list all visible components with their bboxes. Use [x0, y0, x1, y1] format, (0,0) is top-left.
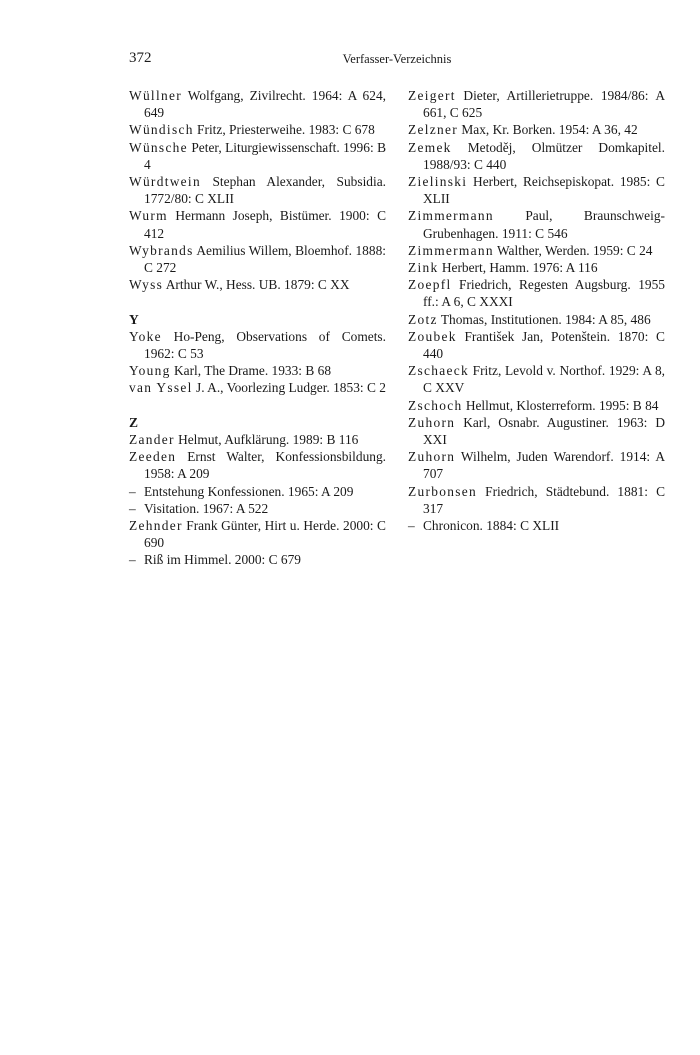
- entry-text: Ernst Walter, Konfessionsbildung. 1958: A 209: [144, 449, 386, 482]
- index-entry: [129, 207, 386, 241]
- entry-text: Walther, Werden. 1959: C 24: [493, 242, 653, 258]
- entry-text: Fritz, Priesterweihe. 1983: C 678: [193, 122, 375, 138]
- author-name: Zschaeck: [408, 363, 469, 379]
- author-name: Wünsche: [129, 139, 188, 155]
- entry-text: Stephan Alexander, Subsidia. 1772/80: C XLII: [144, 174, 386, 207]
- repeat-dash: –: [129, 483, 136, 499]
- author-name: Zuhorn: [408, 414, 456, 430]
- author-name: Zander: [129, 432, 175, 448]
- repeat-dash: –: [408, 518, 415, 534]
- author-name: Wurm: [129, 208, 168, 224]
- entry-text: Paul, Braunschweig-Grubenhagen. 1911: C 546: [423, 208, 665, 241]
- author-name: Wündisch: [129, 122, 194, 138]
- left-column: [129, 87, 386, 569]
- index-entry: [408, 483, 665, 517]
- entry-text: Wilhelm, Juden Warendorf. 1914: A 707: [423, 449, 665, 482]
- entry-text: Herbert, Hamm. 1976: A 116: [438, 260, 598, 276]
- author-name: Young: [129, 363, 171, 379]
- author-name: Wüllner: [129, 88, 182, 103]
- entry-text: Wolfgang, Zivilrecht. 1964: A 624, 649: [144, 88, 386, 121]
- author-name: Zoepfl: [408, 277, 452, 293]
- author-name: Zink: [408, 260, 439, 276]
- index-entry: [408, 276, 665, 310]
- index-entry: [408, 362, 665, 396]
- entry-text: Arthur W., Hess. UB. 1879: C XX: [163, 277, 350, 293]
- index-entry: [408, 397, 665, 414]
- author-name: van Yssel: [129, 380, 193, 396]
- index-entry: [408, 259, 665, 276]
- index-entry: [408, 87, 665, 121]
- index-entry: [408, 242, 665, 259]
- author-name: Zoubek: [408, 328, 457, 344]
- author-name: Zeigert: [408, 88, 456, 103]
- author-name: Zschoch: [408, 397, 463, 413]
- author-name: Wybrands: [129, 242, 194, 258]
- index-entry: [129, 379, 386, 396]
- entry-text: Ho-Peng, Observations of Comets. 1962: C 53: [144, 328, 386, 362]
- entry-text: Max, Kr. Borken. 1954: A 36, 42: [458, 122, 638, 138]
- entry-text: Peter, Liturgiewissenschaft. 1996: B 4: [144, 139, 386, 172]
- author-name: Zuhorn: [408, 449, 456, 465]
- running-head: Verfasser-Verzeichnis: [342, 52, 452, 66]
- author-name: Zimmermann: [408, 208, 494, 224]
- entry-text: Frank Günter, Hirt u. Herde. 2000: C 690: [144, 518, 386, 551]
- index-entry: [129, 276, 386, 293]
- author-name: Zurbonsen: [408, 483, 477, 499]
- repeat-dash: –: [129, 552, 136, 568]
- author-name: Zielinski: [408, 174, 468, 190]
- index-entry: [408, 311, 665, 328]
- index-entry: [129, 448, 386, 482]
- entry-text: Visitation. 1967: A 522: [144, 500, 269, 516]
- page-header: [129, 50, 665, 70]
- entry-text: Karl, Osnabr. Augustiner. 1963: D XXI: [423, 414, 665, 448]
- author-name: Würdtwein: [129, 174, 201, 190]
- index-entry: [129, 173, 386, 207]
- entry-text: Friedrich, Regesten Augsburg. 1955 ff.: A 6, C XXXI: [423, 277, 665, 310]
- repeat-dash: –: [129, 500, 136, 516]
- index-entry: [129, 431, 386, 448]
- author-name: Zemek: [408, 139, 452, 155]
- index-entry: [129, 87, 386, 121]
- index-entry: [129, 328, 386, 362]
- index-entry: [408, 121, 665, 138]
- index-entry: [129, 362, 386, 379]
- author-name: Zelzner: [408, 122, 458, 138]
- index-entry: [408, 448, 665, 482]
- author-name: Zotz: [408, 311, 438, 327]
- entry-text: Entstehung Konfessionen. 1965: A 209: [144, 483, 354, 499]
- entry-text: J. A., Voorlezing Ludger. 1853: C 2: [192, 380, 386, 396]
- page-number: 372: [129, 50, 152, 66]
- entry-text: Chronicon. 1884: C XLII: [423, 518, 560, 534]
- entry-text: Riß im Himmel. 2000: C 679: [144, 552, 301, 568]
- author-name: Zeeden: [129, 449, 177, 465]
- section-letter: Z: [129, 414, 139, 430]
- index-entry: [129, 483, 386, 500]
- entry-text: Karl, The Drame. 1933: B 68: [170, 363, 332, 379]
- author-name: Zehnder: [129, 518, 183, 534]
- entry-text: Aemilius Willem, Bloemhof. 1888: C 272: [144, 242, 386, 276]
- section-spacer: [129, 293, 386, 310]
- index-entry: [408, 173, 665, 207]
- author-name: Zimmermann: [408, 242, 494, 258]
- entry-text: Dieter, Artillerietruppe. 1984/86: A 661, C 625: [423, 88, 665, 121]
- entry-text: Hermann Joseph, Bistümer. 1900: C 412: [144, 208, 386, 241]
- index-entry: [408, 414, 665, 448]
- entry-text: Friedrich, Städtebund. 1881: C 317: [423, 483, 665, 516]
- index-entry: [129, 500, 386, 517]
- index-entry: [129, 121, 386, 138]
- entry-text: Helmut, Aufklärung. 1989: B 116: [174, 432, 359, 448]
- index-entry: [408, 517, 665, 534]
- author-name: Wyss: [129, 277, 164, 293]
- entry-text: Fritz, Levold v. Northof. 1929: A 8, C XXV: [423, 363, 665, 396]
- index-entry: [408, 139, 665, 173]
- index-entry: [408, 328, 665, 362]
- entry-text: Herbert, Reichsepiskopat. 1985: C XLII: [423, 174, 665, 207]
- index-entry: [129, 139, 386, 173]
- section-letter: Y: [129, 311, 139, 327]
- author-name: Yoke: [129, 328, 162, 344]
- entry-text: Metoděj, Olmützer Domkapitel. 1988/93: C 440: [423, 139, 665, 172]
- right-column: [408, 87, 665, 534]
- entry-text: Thomas, Institutionen. 1984: A 85, 486: [437, 311, 651, 327]
- index-entry: [408, 207, 665, 241]
- entry-text: Hellmut, Klosterreform. 1995: B 84: [462, 397, 659, 413]
- index-entry: [129, 551, 386, 568]
- index-entry: [129, 517, 386, 551]
- section-spacer: [129, 397, 386, 414]
- index-entry: [129, 242, 386, 276]
- entry-text: František Jan, Potenštein. 1870: C 440: [423, 328, 665, 362]
